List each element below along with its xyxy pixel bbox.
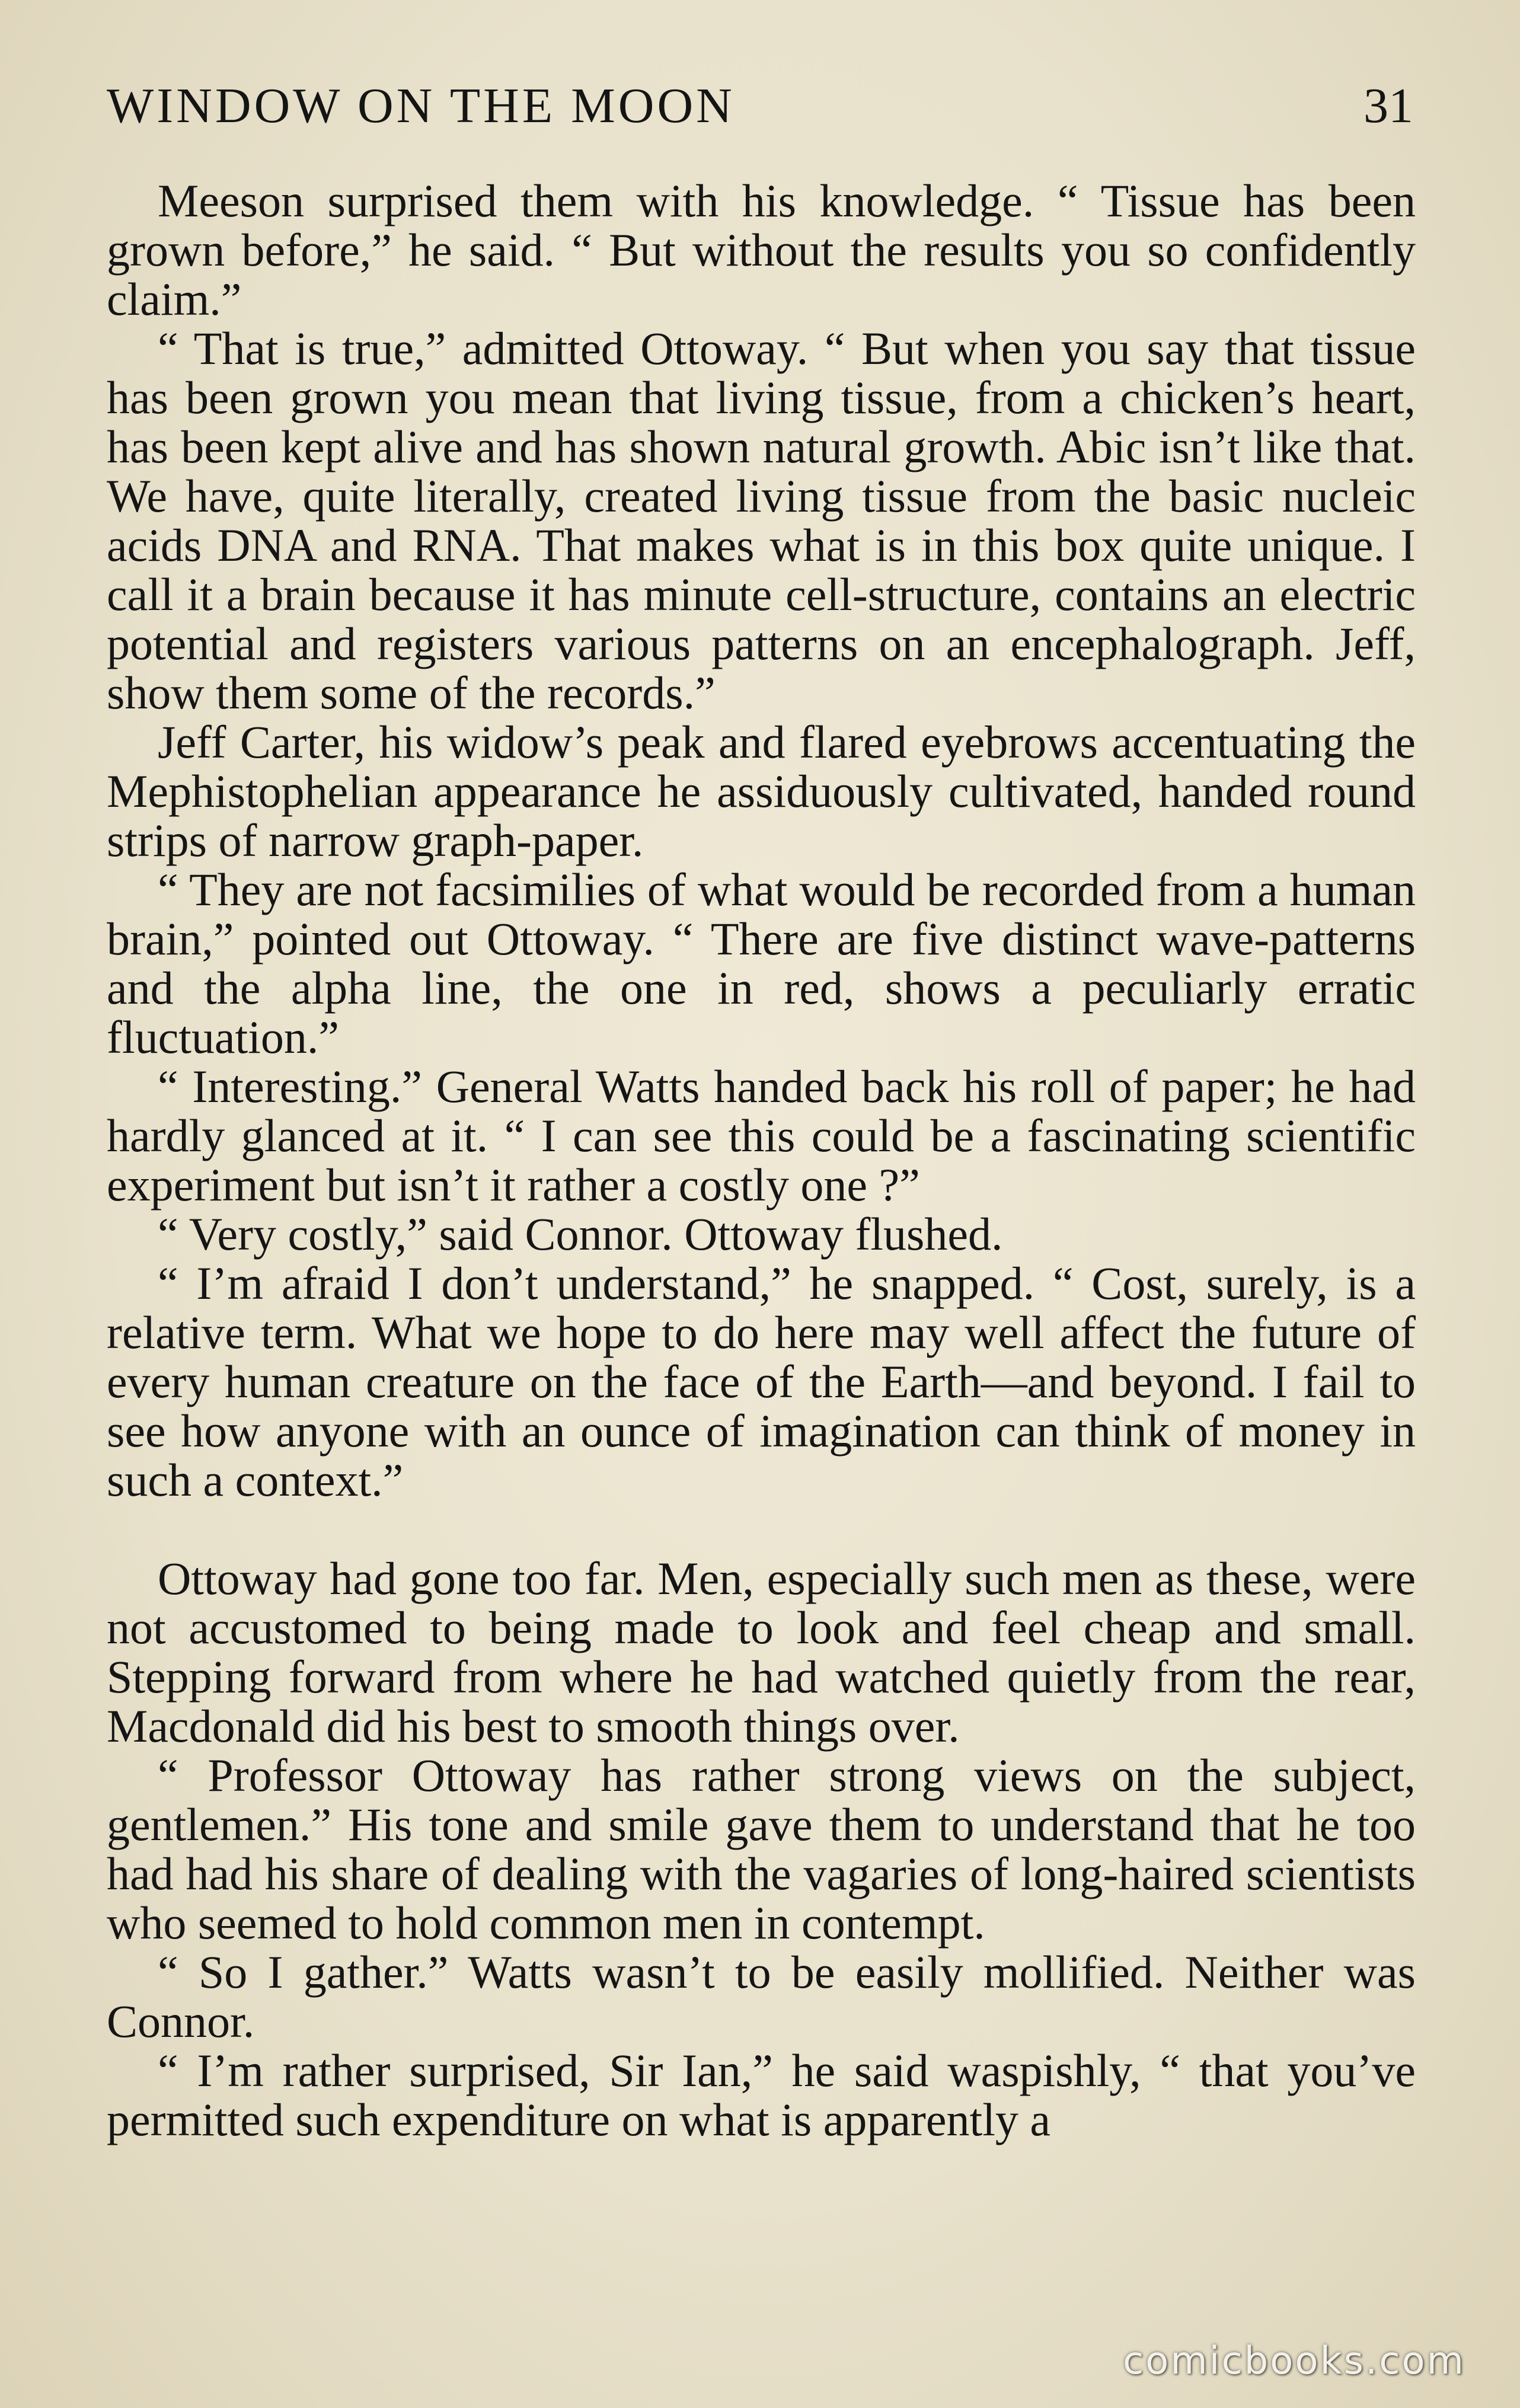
paragraph: “ I’m afraid I don’t understand,” he snapped. “ Cost, surely, is a relative term. What we hope to do here may well affect the future of every human creature on the face of the Earth—and beyond. I fail to see how anyone with an ounce of imagination can think of money in such a context.”: [107, 1257, 1416, 1506]
paragraph: Meeson surprised them with his knowledge. “ Tissue has been grown before,” he said. “ But without the results you so confidently claim.”: [107, 175, 1416, 325]
paragraph: “ Professor Ottoway has rather strong views on the subject, gentlemen.” His tone and smile gave them to understand that he too had had his share of dealing with the vagaries of long-haired scientists who seemed to hold common men in contempt.: [107, 1749, 1416, 1949]
paragraph: “ Very costly,” said Connor. Ottoway flushed.: [158, 1208, 1003, 1260]
page-number: 31: [1363, 78, 1413, 133]
paragraph: “ I’m rather surprised, Sir Ian,” he said waspishly, “ that you’ve permitted such expenditure on what is apparently a: [107, 2045, 1416, 2145]
section-break: [107, 1505, 1416, 1554]
paragraph: Ottoway had gone too far. Men, especially such men as these, were not accustomed to being made to look and feel cheap and small. Stepping forward from where he had watched quietly from the rear, Macdonald did his best to smooth things over.: [107, 1553, 1416, 1752]
running-title: WINDOW ON THE MOON: [107, 78, 735, 133]
paragraph: “ That is true,” admitted Ottoway. “ But when you say that tissue has been grown you mean that living tissue, from a chicken’s heart, has been kept alive and has shown natural growth. Abic isn’t like that. We have, quite literally, created living tissue from the basic nucleic acids DNA and RNA. That makes what is in this box quite unique. I call it a brain because it has minute cell-structure, contains an electric potential and registers various patterns on an encephalograph. Jeff, show them some of the records.”: [107, 322, 1416, 718]
paragraph: “ So I gather.” Watts wasn’t to be easily mollified. Neither was Connor.: [107, 1946, 1416, 2047]
paragraph: Jeff Carter, his widow’s peak and flared eyebrows accentuating the Mephistophelian appearance he assiduously cultivated, handed round strips of narrow graph-paper.: [107, 716, 1416, 866]
body-text: [107, 176, 1416, 2144]
running-header: [107, 77, 1413, 142]
paragraph: “ They are not facsimilies of what would be recorded from a human brain,” pointed out Ottoway. “ There are five distinct wave-patterns and the alpha line, the one in red, shows a peculiarly erratic fluctuation.”: [107, 864, 1416, 1063]
watermark-text: comicbooks.com: [1122, 2339, 1465, 2383]
paragraph: “ Interesting.” General Watts handed back his roll of paper; he had hardly glanced at it. “ I can see this could be a fascinating scientific experiment but isn’t it rather a costly one ?”: [107, 1061, 1416, 1211]
